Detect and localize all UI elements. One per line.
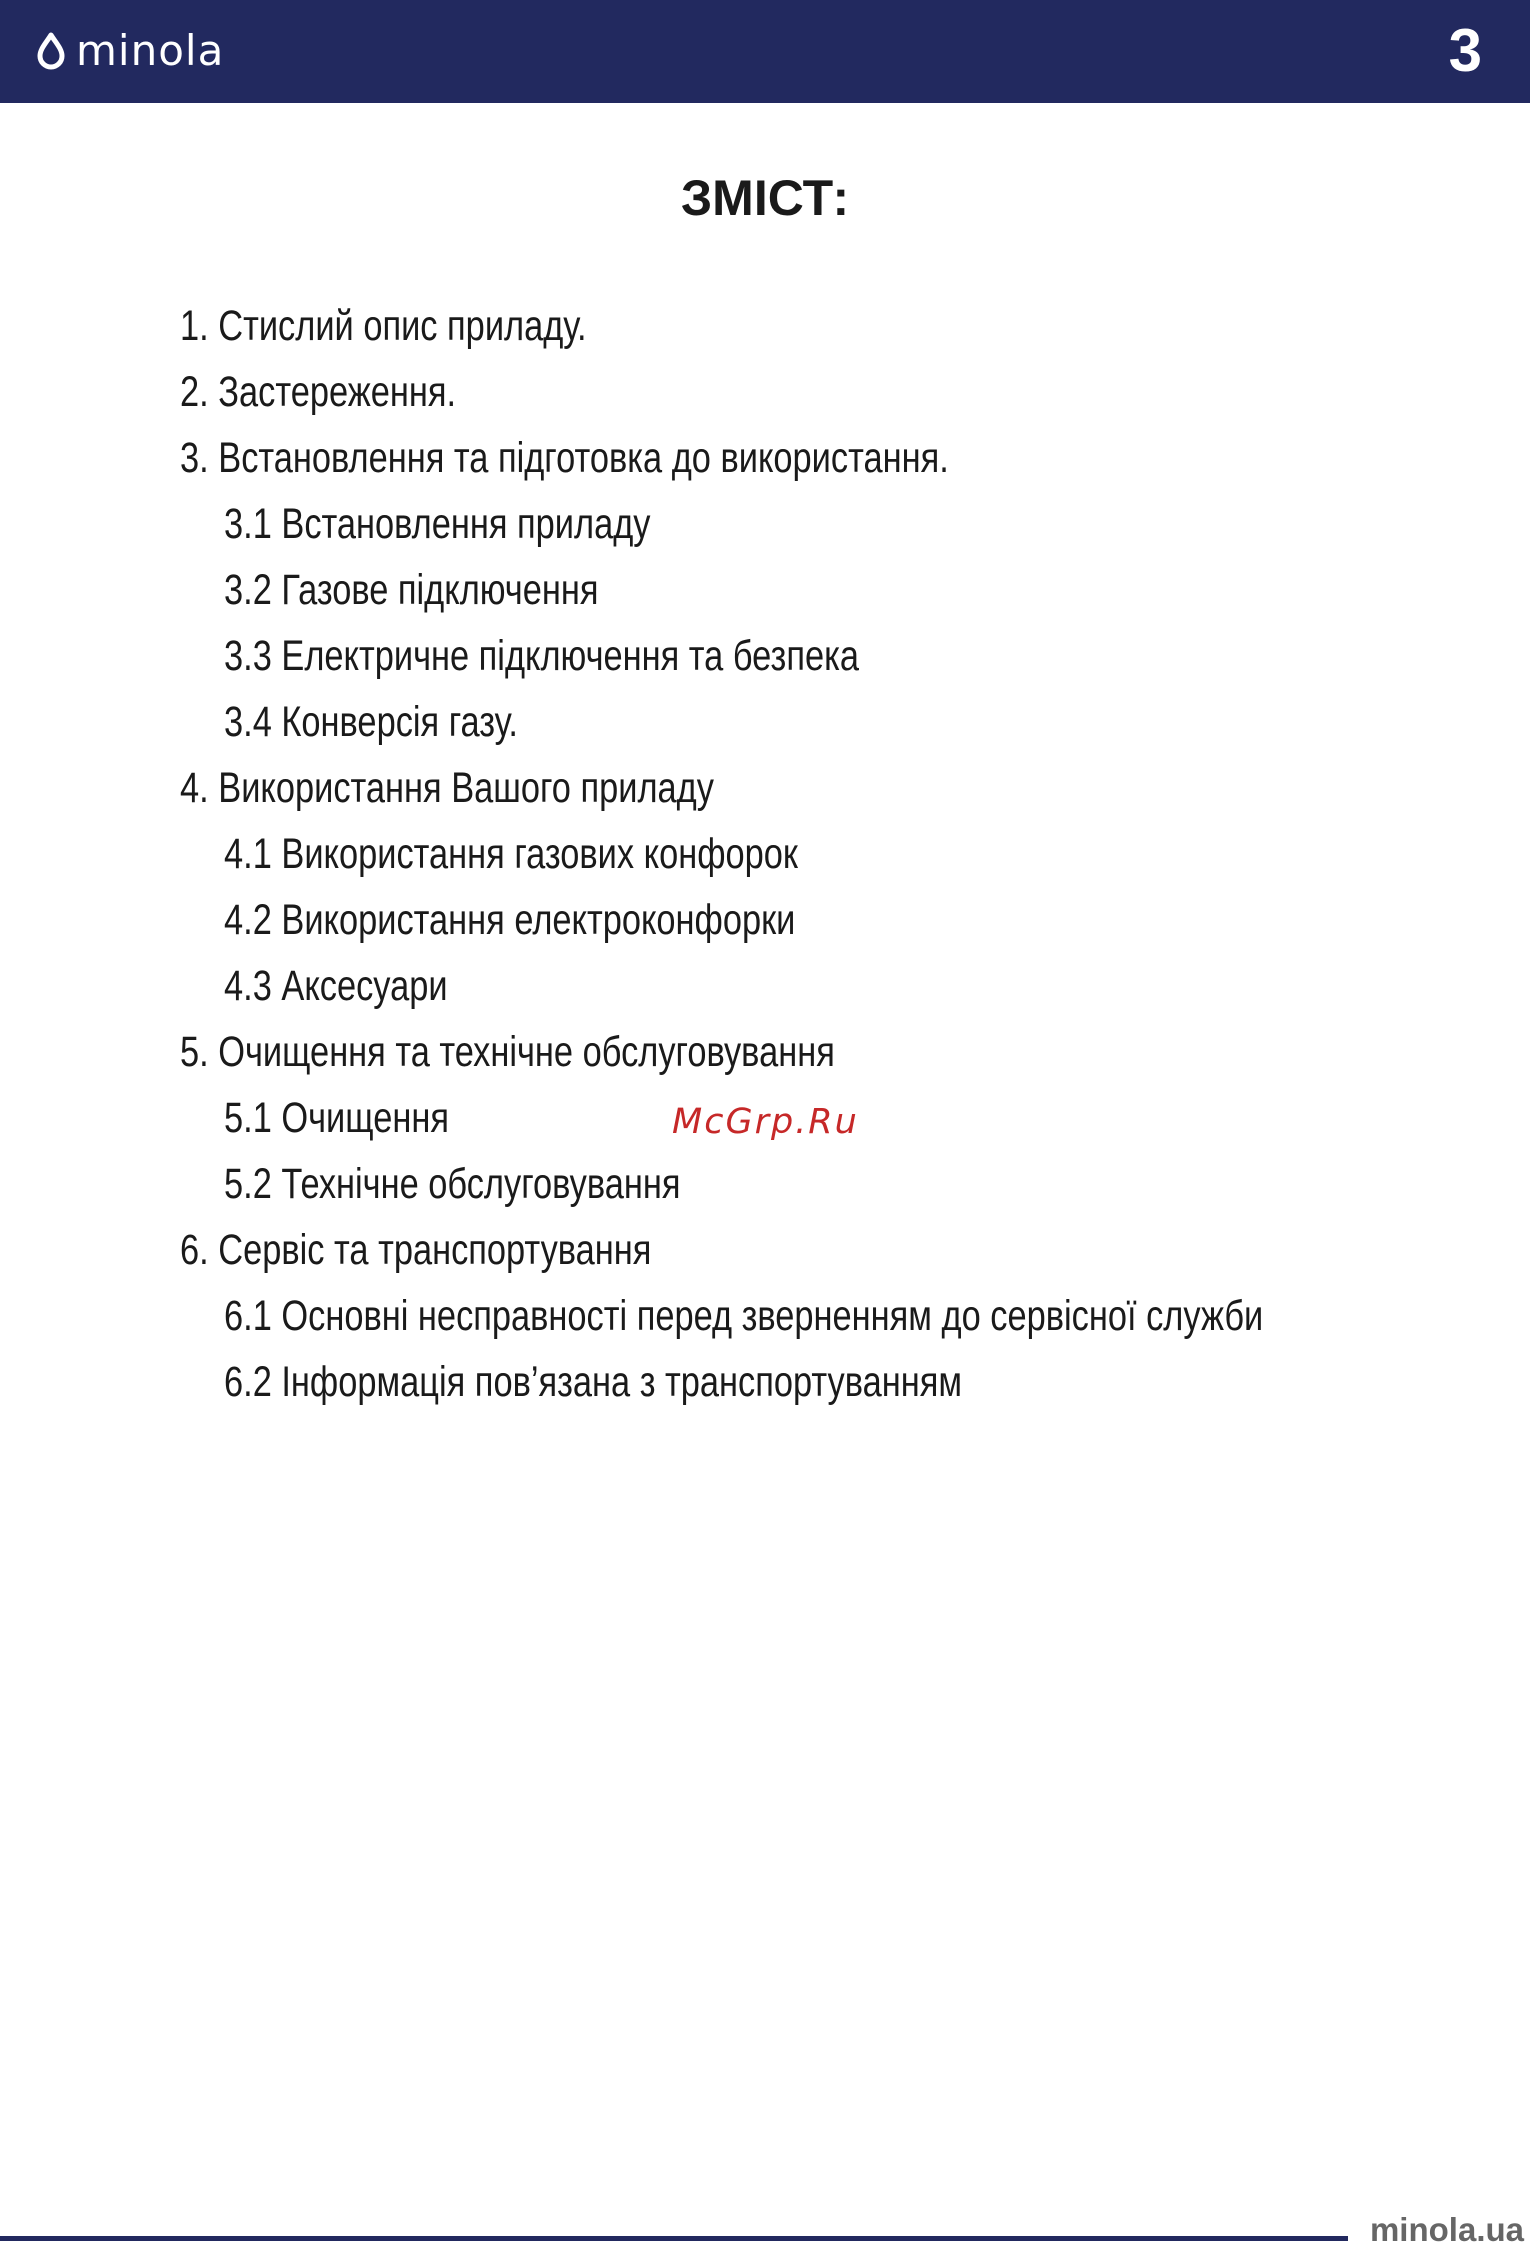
toc-section-entry: 5. Очищення та технічне обслуговування [180,1028,835,1076]
brand-logo [36,26,224,76]
toc-subsection-entry: 3.4 Конверсія газу. [224,698,518,746]
toc-subsection-entry: 4.1 Використання газових конфорок [224,830,798,878]
page-title: ЗМІСТ: [680,170,850,226]
toc-section-entry: 6. Сервіс та транспортування [180,1226,652,1274]
toc-section-entry: 4. Використання Вашого приладу [180,764,714,812]
toc-subsection-entry: 6.2 Інформація пов’язана з транспортуванням [224,1358,963,1406]
toc-subsection-entry: 4.3 Аксесуари [224,962,448,1010]
page-number: 3 [1448,17,1482,84]
toc-subsection-entry: 3.2 Газове підключення [224,566,599,614]
footer-url: minola.ua [1369,2211,1524,2248]
table-of-contents [180,293,1523,1415]
toc-section-entry: 3. Встановлення та підготовка до використання. [180,434,949,482]
toc-subsection-entry: 5.1 Очищення [224,1094,449,1142]
toc-subsection-entry: 5.2 Технічне обслуговування [224,1160,681,1208]
footer-rule [0,2236,1348,2241]
toc-subsection-entry: 4.2 Використання електроконфорки [224,896,796,944]
toc-subsection-entry: 3.1 Встановлення приладу [224,500,651,548]
toc-subsection-entry: 3.3 Електричне підключення та безпека [224,632,860,680]
water-drop-icon [36,32,66,70]
brand-name: minola [76,26,225,75]
toc-subsection-entry: 6.1 Основні несправності перед зверненням до сервісної служби [224,1292,1264,1340]
toc-section-entry: 2. Застереження. [180,368,457,416]
header-bar [0,0,1530,103]
toc-section-entry: 1. Стислий опис приладу. [180,302,587,350]
watermark: McGrp.Ru [672,1102,859,1142]
